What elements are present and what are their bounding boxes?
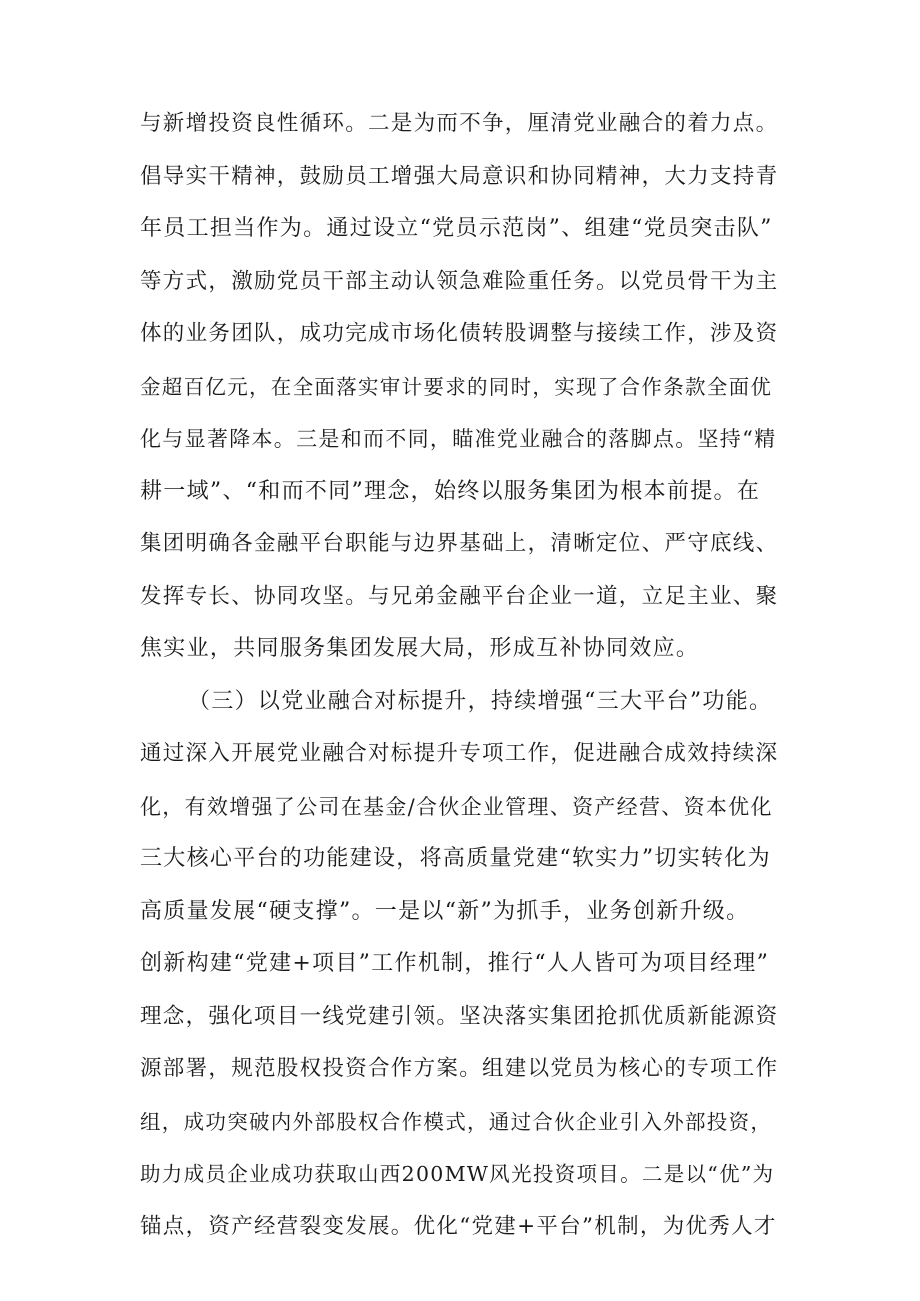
text-line-5: 体的业务团队，成功完成市场化债转股调整与接续工作，涉及资 xyxy=(140,321,779,346)
text-line-17: 创新构建“党建+项目”工作机制，推行“人人皆可为项目经理” xyxy=(140,951,770,976)
text-line-7: 化与显著降本。三是和而不同，瞄准党业融合的落脚点。坚持“精 xyxy=(140,427,777,451)
text-line-19: 源部署，规范股权投资合作方案。组建以党员为核心的专项工作 xyxy=(140,1056,779,1081)
text-line-8: 耕一域”、“和而不同”理念，始终以服务集团为根本前提。在 xyxy=(140,478,761,504)
text-line-14: 化，有效增强了公司在基金/合伙企业管理、资产经营、资本优化 xyxy=(140,794,773,819)
section-heading: （三）以党业融合对标提升，持续增强“三大平台”功能。 xyxy=(188,688,773,714)
text-line-16: 高质量发展“硬支撑”。一是以“新”为抓手，业务创新升级。 xyxy=(140,898,750,924)
text-line-2: 倡导实干精神，鼓励员工增强大局意识和协同精神，大力支持青 xyxy=(140,163,779,189)
text-line-13: 通过深入开展党业融合对标提升专项工作，促进融合成效持续深 xyxy=(140,741,779,766)
text-line-10: 发挥专长、协同攻坚。与兄弟金融平台企业一道，立足主业、聚 xyxy=(140,583,779,609)
text-line-21: 助力成员企业成功获取山西200MW风光投资项目。二是以“优”为 xyxy=(140,1162,775,1186)
text-line-11: 焦实业，共同服务集团发展大局，形成互补协同效应。 xyxy=(140,636,700,661)
text-line-18: 理念，强化项目一线党建引领。坚决落实集团抢抓优质新能源资 xyxy=(140,1003,779,1029)
text-line-4: 等方式，激励党员干部主动认领急难险重任务。以党员骨干为主 xyxy=(140,268,779,294)
text-line-22: 锚点，资产经营裂变发展。优化“党建+平台”机制，为优秀人才 xyxy=(140,1213,777,1239)
text-line-1: 与新增投资良性循环。二是为而不争，厘清党业融合的着力点。 xyxy=(140,111,779,136)
text-line-3: 年员工担当作为。通过设立“党员示范岗”、组建“党员突击队” xyxy=(140,216,773,241)
text-line-6: 金超百亿元，在全面落实审计要求的同时，实现了合作条款全面优 xyxy=(140,374,773,399)
text-line-20: 组，成功突破内外部股权合作模式，通过合伙企业引入外部投资， xyxy=(140,1109,773,1134)
text-line-15: 三大核心平台的功能建设，将高质量党建“软实力”切实转化为 xyxy=(140,846,771,871)
text-line-9: 集团明确各金融平台职能与边界基础上，清晰定位、严守底线、 xyxy=(140,531,779,556)
